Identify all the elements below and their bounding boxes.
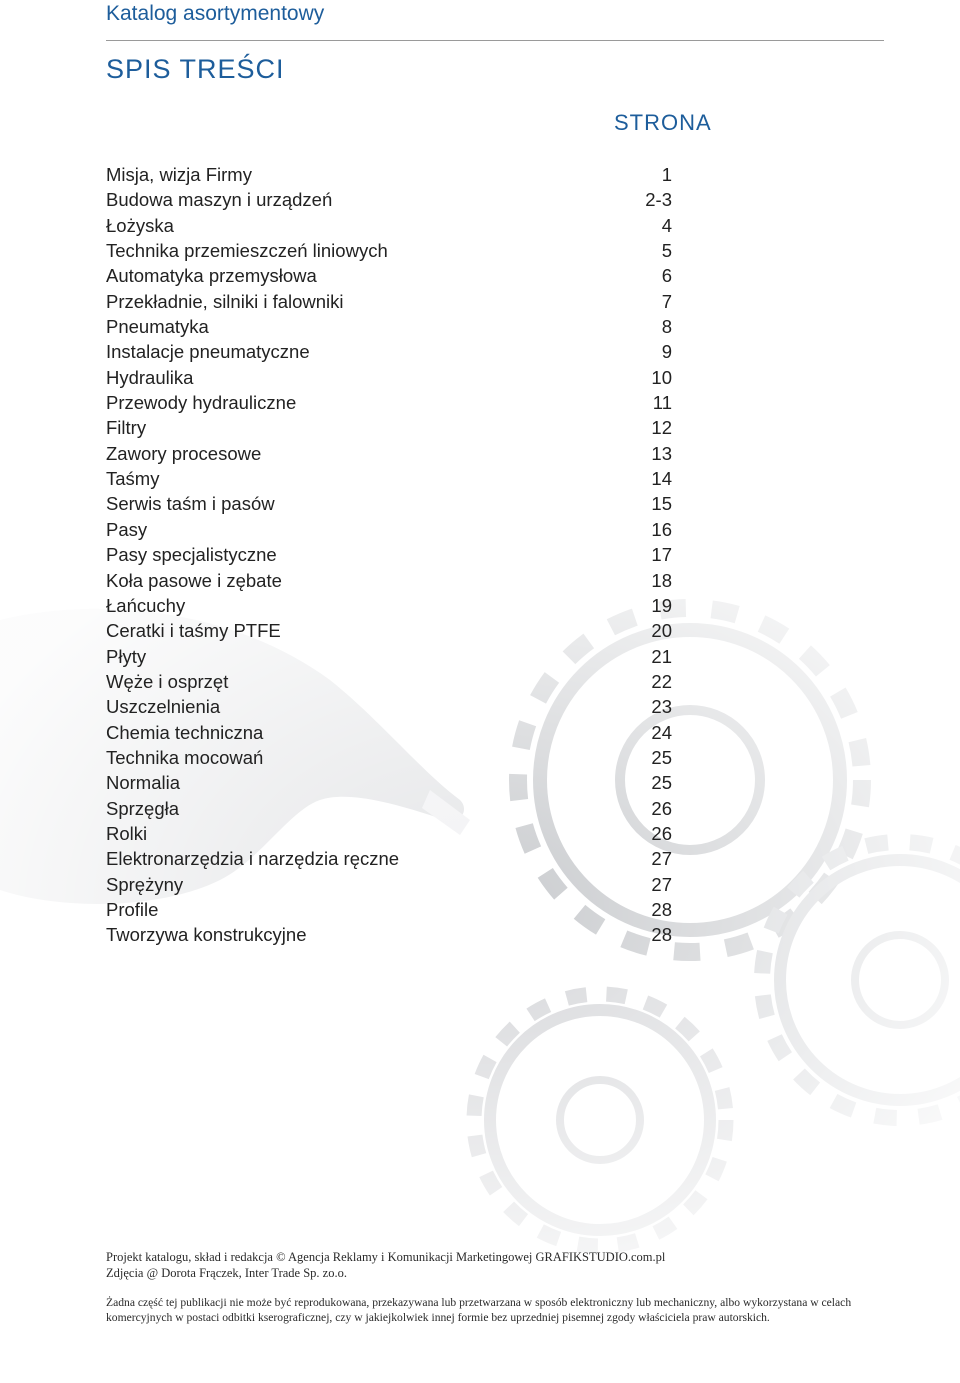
header-divider (106, 40, 884, 41)
toc-item-label: Misja, wizja Firmy (106, 164, 252, 185)
toc-item-label: Budowa maszyn i urządzeń (106, 189, 333, 211)
toc-item[interactable] (106, 542, 672, 567)
toc-item[interactable] (106, 897, 672, 922)
toc-item-label: Automatyka przemysłowa (106, 265, 317, 287)
toc-item[interactable] (106, 263, 672, 288)
toc-item[interactable] (106, 922, 672, 947)
toc-item-label: Przewody hydrauliczne (106, 392, 297, 414)
toc-item-page-number: 13 (651, 442, 672, 464)
catalog-header-title: Katalog asortymentowy (106, 2, 325, 25)
toc-item-label: Rolki (106, 822, 148, 844)
toc-item-page-number: 5 (661, 240, 672, 262)
toc-item-page-number: 24 (651, 721, 672, 743)
toc-item-page-number: 17 (651, 544, 672, 566)
toc-item-page-number: 12 (651, 417, 672, 439)
toc-item[interactable] (106, 593, 672, 618)
toc-item-page-number: 14 (651, 468, 672, 490)
toc-item-label: Przekładnie, silniki i falowniki (106, 290, 344, 312)
toc-item-page-number: 8 (661, 316, 672, 338)
toc-item-page-number: 16 (651, 518, 672, 540)
toc-item-label: Hydraulika (106, 366, 194, 388)
credits-line-photos: Zdjęcia @ Dorota Frączek, Inter Trade Sp. zo.o. (106, 1266, 347, 1280)
toc-item[interactable] (106, 846, 672, 871)
toc-item-page-number: 15 (651, 493, 672, 515)
toc-item-page-number: 2-3 (645, 189, 672, 211)
page-column-label: STRONA (614, 110, 712, 135)
toc-item-label: Chemia techniczna (106, 721, 264, 743)
toc-item[interactable] (106, 770, 672, 795)
toc-item-label: Filtry (106, 417, 147, 439)
toc-item-page-number: 10 (651, 366, 672, 388)
toc-item-label: Węże i osprzęt (106, 670, 229, 692)
toc-item-label: Zawory procesowe (106, 442, 262, 464)
credits-line-design: Projekt katalogu, skład i redakcja © Agencja Reklamy i Komunikacji Marketingowej GRAFIKSTUDIO.com.pl (106, 1250, 666, 1264)
toc-item[interactable] (106, 390, 672, 415)
toc-item[interactable] (106, 821, 672, 846)
toc-item[interactable] (106, 796, 672, 821)
toc-item-page-number: 21 (651, 645, 672, 667)
toc-item-label: Elektronarzędzia i narzędzia ręczne (106, 848, 400, 870)
toc-item-page-number: 25 (651, 772, 672, 794)
toc-item[interactable] (106, 644, 672, 669)
toc-item-label: Technika mocowań (106, 746, 264, 768)
toc-item[interactable] (106, 238, 672, 263)
toc-item-page-number: 9 (661, 341, 672, 363)
toc-item-page-number: 25 (651, 746, 672, 768)
toc-item-page-number: 19 (651, 594, 672, 616)
toc-item-page-number: 23 (651, 696, 672, 718)
toc-item-label: Taśmy (106, 468, 160, 490)
toc-item[interactable] (106, 568, 672, 593)
toc-item[interactable] (106, 162, 672, 187)
toc-item[interactable] (106, 669, 672, 694)
toc-item[interactable] (106, 187, 672, 212)
toc-item-page-number: 6 (661, 265, 672, 287)
toc-item-label: Sprzęgła (106, 797, 180, 819)
toc-item-page-number: 22 (651, 670, 672, 692)
copyright-notice: Żadna część tej publikacji nie może być reprodukowana, przekazywana lub przetwarzana w sposób elektroniczny lub mechaniczny, albo wykorzystana w celach komercyjnych w postaci odbitki kserograficznej, czy w jakiejkolwiek innej formie bez uprzedniej pisemnej zgody właściciela praw autorskich. (106, 1296, 852, 1324)
toc-item-page-number: 26 (651, 797, 672, 819)
toc-item[interactable] (106, 466, 672, 491)
toc-item[interactable] (106, 517, 672, 542)
toc-item-label: Serwis taśm i pasów (106, 493, 275, 515)
toc-item-label: Łańcuchy (106, 594, 186, 616)
toc-item[interactable] (106, 213, 672, 238)
table-of-contents (106, 162, 672, 948)
toc-item[interactable] (106, 365, 672, 390)
toc-item-label: Koła pasowe i zębate (106, 569, 282, 591)
toc-item-page-number: 27 (651, 873, 672, 895)
toc-item[interactable] (106, 745, 672, 770)
toc-item-page-number: 11 (652, 392, 672, 414)
toc-item[interactable] (106, 289, 672, 314)
toc-item-page-number: 18 (651, 569, 672, 591)
toc-item-label: Ceratki i taśmy PTFE (106, 620, 281, 642)
toc-item-page-number: 20 (651, 620, 672, 642)
toc-item[interactable] (106, 694, 672, 719)
toc-item[interactable] (106, 415, 672, 440)
toc-item-label: Płyty (106, 645, 147, 667)
toc-item-label: Łożyska (106, 214, 174, 236)
toc-item[interactable] (106, 339, 672, 364)
toc-item-page-number: 1 (661, 164, 672, 185)
toc-item[interactable] (106, 720, 672, 745)
toc-item-page-number: 28 (651, 924, 672, 946)
toc-item-page-number: 27 (651, 848, 672, 870)
toc-item[interactable] (106, 491, 672, 516)
toc-item[interactable] (106, 314, 672, 339)
toc-item-label: Technika przemieszczeń liniowych (106, 240, 388, 262)
toc-item-label: Pasy (106, 518, 148, 540)
toc-item-label: Profile (106, 898, 159, 920)
toc-item[interactable] (106, 441, 672, 466)
toc-item-page-number: 28 (651, 898, 672, 920)
toc-item[interactable] (106, 872, 672, 897)
toc-item-label: Uszczelnienia (106, 696, 221, 718)
toc-item-label: Normalia (106, 772, 181, 794)
toc-item-label: Tworzywa konstrukcyjne (106, 924, 307, 946)
toc-item[interactable] (106, 618, 672, 643)
toc-item-label: Instalacje pneumatyczne (106, 341, 310, 363)
toc-item-page-number: 26 (651, 822, 672, 844)
toc-item-label: Pneumatyka (106, 316, 209, 338)
toc-item-label: Sprężyny (106, 873, 184, 895)
toc-item-page-number: 7 (661, 290, 672, 312)
page-title: SPIS TREŚCI (106, 54, 285, 84)
toc-item-label: Pasy specjalistyczne (106, 544, 277, 566)
toc-item-page-number: 4 (661, 214, 672, 236)
